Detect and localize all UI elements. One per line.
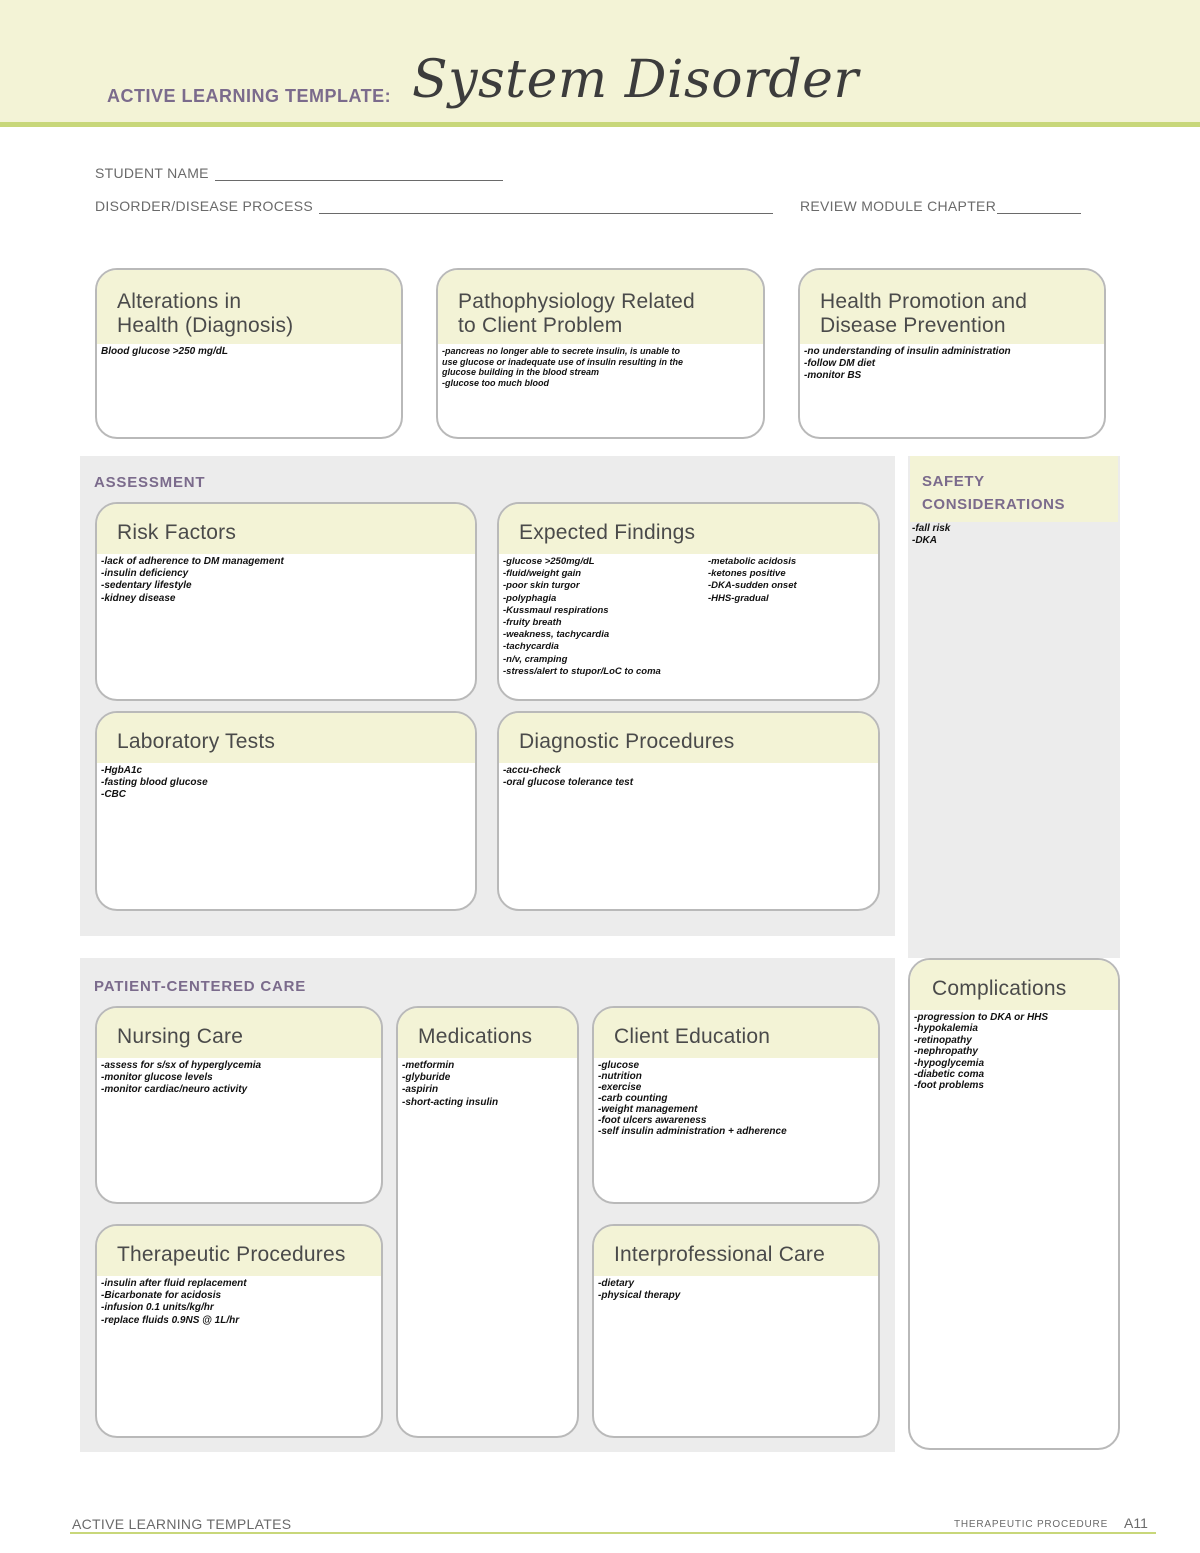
note-line: -assess for s/sx of hyperglycemia [101,1060,262,1071]
student-name-label: STUDENT NAME [95,165,209,181]
note-line: -exercise [598,1082,642,1093]
diagnostic-procedures-card [497,711,880,911]
note-line: -fasting blood glucose [101,777,208,789]
student-name-field[interactable] [215,167,503,181]
note-line: -monitor BS [804,370,862,382]
note-line: -monitor glucose levels [101,1072,213,1084]
note-line: Blood glucose >250 mg/dL [101,346,228,357]
note-line: -kidney disease [101,592,176,604]
template-prefix: ACTIVE LEARNING TEMPLATE: [107,86,392,106]
student-name-row [95,165,503,181]
header-rule [0,122,1200,127]
disorder-row [95,198,773,214]
review-row [800,198,1081,214]
note-line: -n/v, cramping [503,653,568,665]
note-line: -fall risk [912,523,951,534]
client-education-notes [594,1058,878,1137]
note-line: use glucose or inadequate use of insulin resulting in the [442,356,684,367]
complications-card [908,958,1120,1450]
findings-right-column [708,556,797,678]
note-line: -monitor cardiac/neuro activity [101,1084,248,1096]
therapeutic-procedures-card [95,1224,383,1438]
note-line: -self insulin administration + adherence [598,1126,787,1137]
note-line: -weakness, tachycardia [503,629,610,641]
alterations-notes [97,344,401,358]
complications-title: Complications [910,960,1118,1010]
health-promotion-title: Health Promotion and Disease Prevention [800,270,1104,344]
complications-notes [910,1010,1118,1092]
risk-factors-card [95,502,477,701]
note-line: -follow DM diet [804,358,876,370]
note-line: -tachycardia [503,641,559,653]
nursing-care-title: Nursing Care [97,1008,381,1058]
expected-findings-notes [499,554,878,678]
note-line: -ketones positive [708,568,786,580]
note-line: -metabolic acidosis [708,556,797,567]
note-line: -poor skin turgor [503,580,580,592]
note-line: -lack of adherence to DM management [101,556,284,567]
risk-factors-title: Risk Factors [97,504,475,554]
alterations-title: Alterations in Health (Diagnosis) [97,270,401,344]
note-line: -hypoglycemia [914,1057,985,1069]
review-module-label: REVIEW MODULE CHAPTER [800,198,997,214]
nursing-care-notes [97,1058,381,1097]
note-line: -retinopathy [914,1034,972,1046]
laboratory-tests-title: Laboratory Tests [97,713,475,763]
note-line: -Bicarbonate for acidosis [101,1290,222,1302]
therapeutic-procedures-title: Therapeutic Procedures [97,1226,381,1276]
note-line: -oral glucose tolerance test [503,777,634,789]
interprofessional-care-title: Interprofessional Care [594,1226,878,1276]
note-line: -glucose [598,1060,640,1071]
health-promotion-notes [800,344,1104,383]
health-promotion-card [798,268,1106,439]
note-line: -fruity breath [503,617,562,629]
note-line: -fluid/weight gain [503,568,582,580]
note-line: -carb counting [598,1093,668,1104]
note-line: -insulin after fluid replacement [101,1278,247,1289]
diagnostic-procedures-title: Diagnostic Procedures [499,713,878,763]
footer-left-label: ACTIVE LEARNING TEMPLATES [72,1516,292,1532]
medications-title: Medications [398,1008,577,1058]
disorder-label: DISORDER/DISEASE PROCESS [95,198,314,214]
interprofessional-care-card [592,1224,880,1438]
medications-notes [398,1058,577,1109]
note-line: -replace fluids 0.9NS @ 1L/hr [101,1314,240,1326]
laboratory-tests-notes [97,763,475,802]
safety-title: SAFETY CONSIDERATIONS [910,456,1118,522]
note-line: -aspirin [402,1084,439,1096]
therapeutic-procedures-notes [97,1276,381,1327]
medications-card [396,1006,579,1438]
note-line: -glyburide [402,1072,451,1084]
footer-rule [70,1532,1156,1534]
note-line: -dietary [598,1278,635,1289]
findings-left-column [503,556,708,678]
patient-centered-label: PATIENT-CENTERED CARE [94,978,307,995]
assessment-label: ASSESSMENT [94,474,206,491]
expected-findings-card [497,502,880,701]
note-line: -HgbA1c [101,765,143,776]
alterations-card [95,268,403,439]
note-line: -diabetic coma [914,1069,985,1081]
note-line: -glucose too much blood [442,377,549,388]
pathophysiology-notes [438,344,763,388]
note-line: -short-acting insulin [402,1096,499,1108]
note-line: -nephropathy [914,1046,978,1058]
note-line: -physical therapy [598,1290,681,1302]
laboratory-tests-card [95,711,477,911]
note-line: -stress/alert to stupor/LoC to coma [503,665,661,677]
risk-factors-notes [97,554,475,605]
safety-notes [912,523,950,547]
note-line: -foot ulcers awareness [598,1115,707,1126]
note-line: -DKA-sudden onset [708,580,797,592]
client-education-title: Client Education [594,1008,878,1058]
diagnostic-procedures-notes [499,763,878,789]
note-line: glucose building in the blood stream [442,367,600,377]
note-line: -sedentary lifestyle [101,580,192,592]
note-line: -insulin deficiency [101,568,189,580]
footer-section-label: THERAPEUTIC PROCEDURE [954,1519,1109,1530]
note-line: -accu-check [503,765,561,776]
note-line: -Kussmaul respirations [503,604,609,616]
note-line: -weight management [598,1104,698,1115]
nursing-care-card [95,1006,383,1204]
review-module-field[interactable] [997,200,1081,214]
note-line: -polyphagia [503,592,557,604]
note-line: -glucose >250mg/dL [503,556,595,567]
pathophysiology-card [436,268,765,439]
note-line: -HHS-gradual [708,592,769,604]
client-education-card [592,1006,880,1204]
note-line: -pancreas no longer able to secrete insulin, is unable to [442,346,681,356]
page-number: A11 [1124,1515,1148,1531]
interprofessional-care-notes [594,1276,878,1302]
note-line: -no understanding of insulin administration [804,346,1011,357]
pathophysiology-title: Pathophysiology Related to Client Problem [438,270,763,344]
disorder-field[interactable] [319,200,773,214]
note-line: -metformin [402,1060,455,1071]
note-line: -DKA [912,535,937,547]
note-line: -CBC [101,789,126,801]
note-line: -nutrition [598,1071,642,1082]
page-title: System Disorder [412,50,859,110]
note-line: -foot problems [914,1080,984,1092]
note-line: -progression to DKA or HHS [914,1012,1049,1023]
note-line: -hypokalemia [914,1023,978,1035]
note-line: -infusion 0.1 units/kg/hr [101,1302,214,1314]
expected-findings-title: Expected Findings [499,504,878,554]
